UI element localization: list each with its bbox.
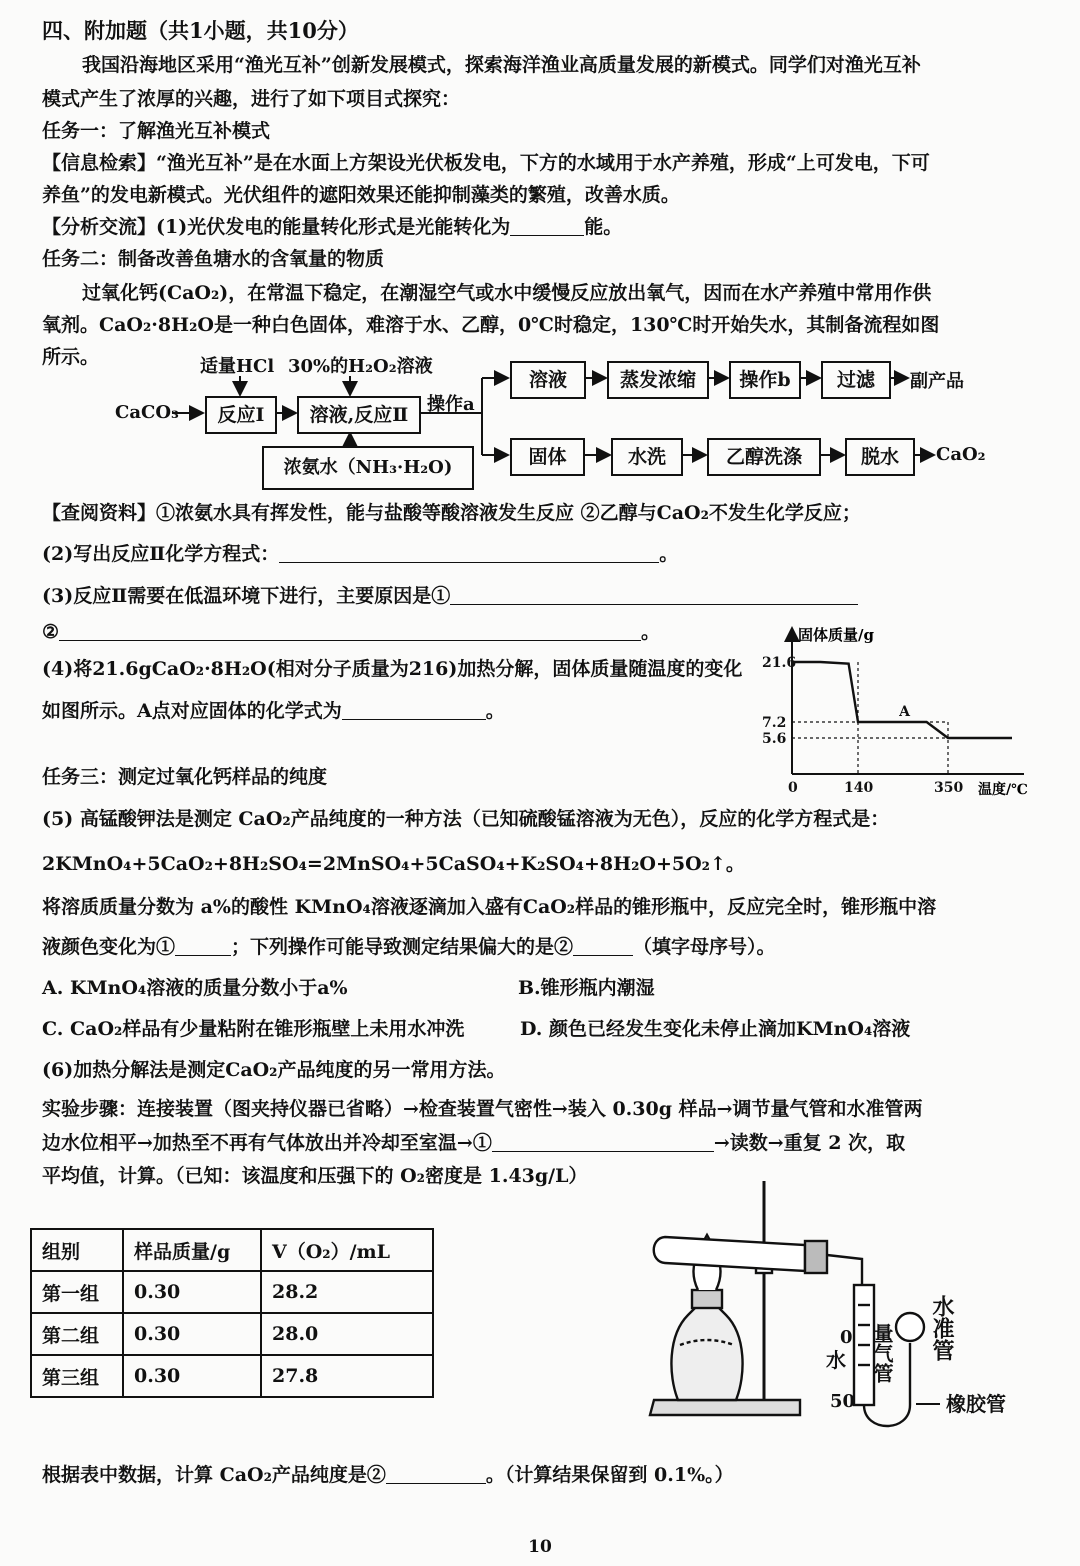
reaction-1-box: 反应Ⅰ bbox=[205, 396, 277, 434]
question-4-line-2 bbox=[42, 698, 505, 724]
label-rubber-tube: 橡胶管 bbox=[946, 1392, 1006, 1416]
flow-bottom-dehydrate: 脱水 bbox=[845, 438, 915, 476]
question-6: (6)加热分解法是测定CaO₂产品纯度的另一常用方法。 bbox=[42, 1059, 506, 1081]
final-suffix: 。（计算结果保留到 0.1%。） bbox=[485, 1464, 734, 1486]
final-text: 根据表中数据，计算 CaO₂产品纯度是② bbox=[42, 1464, 386, 1486]
y-tick-label: 21.6 bbox=[762, 655, 797, 671]
x-tick-label: 0 bbox=[788, 780, 798, 796]
q1-text: 【分析交流】(1)光伏发电的能量转化形式是光能转化为 bbox=[42, 216, 511, 238]
table-row bbox=[31, 1271, 433, 1313]
y-tick-label: 5.6 bbox=[762, 731, 787, 747]
question-3-line-2 bbox=[42, 619, 660, 645]
question-1 bbox=[42, 214, 622, 240]
q1-answer-blank[interactable] bbox=[510, 215, 584, 236]
table-cell: 0.30 bbox=[123, 1271, 261, 1313]
lamp-neck bbox=[692, 1290, 722, 1308]
label-fifty: 50 bbox=[830, 1391, 856, 1412]
q5-answer-blank-1[interactable] bbox=[175, 935, 231, 956]
table-header-row bbox=[31, 1229, 433, 1271]
table-cell: 0.30 bbox=[123, 1313, 261, 1355]
x-tick-label: 140 bbox=[844, 780, 874, 796]
x-tick-label: 350 bbox=[934, 780, 964, 796]
table-cell: 28.0 bbox=[261, 1313, 433, 1355]
experiment-line-1: 实验步骤：连接装置（图夹持仪器已省略）→检查装置气密性→装入 0.30g 样品→调节量气管和水准管两 bbox=[42, 1098, 923, 1120]
table-header: V（O₂）/mL bbox=[261, 1229, 433, 1271]
hcl-label: 适量HCl bbox=[200, 356, 275, 377]
intro-line-1: 我国沿海地区采用“渔光互补”创新发展模式，探索海洋渔业高质量发展的新模式。同学们对渔光互补 bbox=[82, 54, 921, 76]
graph-y-label: 固体质量/g bbox=[798, 626, 874, 644]
q3-suffix: 。 bbox=[641, 621, 661, 643]
graph-x-label: 温度/℃ bbox=[978, 782, 1028, 798]
option-c: C. CaO₂样品有少量粘附在锥形瓶壁上未用水冲洗 bbox=[42, 1018, 465, 1040]
intro-line-2: 模式产生了浓厚的兴趣，进行了如下项目式探究： bbox=[42, 88, 461, 110]
final-question bbox=[42, 1462, 734, 1488]
label-zero: 0 bbox=[840, 1327, 853, 1348]
page-number: 10 bbox=[528, 1537, 552, 1557]
table-cell: 第二组 bbox=[31, 1313, 123, 1355]
flow-top-evaporate: 蒸发浓缩 bbox=[607, 361, 709, 399]
y-tick-label: 7.2 bbox=[762, 715, 787, 731]
section-heading: 四、附加题（共1小题，共10分） bbox=[42, 18, 359, 43]
flow-bottom-solid: 固体 bbox=[510, 438, 585, 476]
task2-title: 任务二：制备改善鱼塘水的含氧量的物质 bbox=[42, 248, 385, 270]
task2-para-1: 过氧化钙(CaO₂)，在常温下稳定，在潮湿空气或水中缓慢反应放出氧气，因而在水产养殖中常用作供 bbox=[82, 282, 932, 304]
option-d: D. 颜色已经发生变化未停止滴加KMnO₄溶液 bbox=[520, 1018, 911, 1040]
task2-para-2: 氧剂。CaO₂·8H₂O是一种白色固体，难溶于水、乙醇，0℃时稳定，130℃时开始失水，其制备流程如图 bbox=[42, 314, 940, 336]
operation-a-label: 操作a bbox=[427, 394, 475, 415]
delivery-tube bbox=[827, 1255, 862, 1285]
flow-bottom-water-wash: 水洗 bbox=[611, 438, 683, 476]
q3-text: (3)反应Ⅱ需要在低温环境下进行，主要原因是① bbox=[42, 585, 451, 607]
table-header: 样品质量/g bbox=[123, 1229, 261, 1271]
apparatus-drawing bbox=[640, 1175, 1040, 1445]
table-row bbox=[31, 1355, 433, 1397]
info-line-1: 【信息检索】“渔光互补”是在水面上方架设光伏板发电，下方的水域用于水产养殖，形成“上可发电，下可 bbox=[42, 152, 930, 174]
q6-answer-blank[interactable] bbox=[492, 1131, 714, 1152]
caco3-label: CaCO₃ bbox=[115, 402, 179, 423]
exp-text-a: 边水位相平→加热至不再有气体放出并冷却至室温→① bbox=[42, 1132, 492, 1154]
alcohol-lamp bbox=[671, 1305, 742, 1400]
option-b: B.锥形瓶内潮湿 bbox=[518, 977, 655, 999]
q2-answer-blank[interactable] bbox=[279, 542, 659, 563]
q3-item-2-mark: ② bbox=[42, 621, 60, 643]
q2-text: (2)写出反应Ⅱ化学方程式： bbox=[42, 543, 280, 565]
byproduct-label: 副产品 bbox=[910, 371, 964, 392]
flow-top-solution: 溶液 bbox=[510, 361, 586, 399]
experiment-line-3: 平均值，计算。（已知：该温度和压强下的 O₂密度是 1.43g/L） bbox=[42, 1165, 588, 1187]
table-cell: 0.30 bbox=[123, 1355, 261, 1397]
q2-suffix: 。 bbox=[659, 543, 679, 565]
q4-suffix: 。 bbox=[485, 700, 505, 722]
experiment-line-2 bbox=[42, 1130, 905, 1156]
stand-base bbox=[650, 1400, 800, 1415]
flow-top-filter: 过滤 bbox=[821, 361, 891, 399]
question-3 bbox=[42, 583, 858, 609]
table-cell: 第三组 bbox=[31, 1355, 123, 1397]
q5-text-b: ；下列操作可能导致测定结果偏大的是② bbox=[231, 936, 574, 958]
mass-curve bbox=[792, 662, 1012, 738]
reference-info: 【查阅资料】①浓氨水具有挥发性，能与盐酸等酸溶液发生反应 ②乙醇与CaO₂不发生化学反应； bbox=[42, 502, 861, 524]
table-cell: 27.8 bbox=[261, 1355, 433, 1397]
question-5-line-3: 将溶质质量分数为 a%的酸性 KMnO₄溶液逐滴加入盛有CaO₂样品的锥形瓶中，反应完全时，锥形瓶中溶 bbox=[42, 896, 937, 918]
permanganate-equation: 2KMnO₄+5CaO₂+8H₂SO₄=2MnSO₄+5CaSO₄+K₂SO₄+8H₂O+5O₂↑。 bbox=[42, 853, 745, 875]
leveling-bulb bbox=[896, 1313, 924, 1341]
test-tube bbox=[654, 1237, 805, 1271]
option-a: A. KMnO₄溶液的质量分数小于a% bbox=[42, 977, 348, 999]
table-row bbox=[31, 1313, 433, 1355]
table-cell: 28.2 bbox=[261, 1271, 433, 1313]
reaction-2-box: 溶液,反应Ⅱ bbox=[297, 396, 421, 434]
table-cell: 第一组 bbox=[31, 1271, 123, 1313]
task3-title: 任务三：测定过氧化钙样品的纯度 bbox=[42, 766, 328, 788]
label-leveling-tube: 水准管 bbox=[929, 1295, 955, 1361]
final-answer-blank[interactable] bbox=[386, 1463, 486, 1484]
task2-para-3: 所示。 bbox=[42, 346, 100, 368]
question-2 bbox=[42, 541, 678, 567]
q3-answer-blank-2[interactable] bbox=[59, 620, 641, 641]
ammonia-box: 浓氨水（NH₃·H₂O) bbox=[262, 446, 474, 490]
question-5-line-4 bbox=[42, 934, 776, 960]
label-water: 水 bbox=[826, 1348, 846, 1372]
task1-title: 任务一：了解渔光互补模式 bbox=[42, 120, 271, 142]
q1-suffix: 能。 bbox=[584, 216, 623, 238]
cao2-product-label: CaO₂ bbox=[936, 444, 986, 465]
q4-answer-blank[interactable] bbox=[342, 699, 486, 720]
q3-answer-blank-1[interactable] bbox=[450, 584, 858, 605]
mass-temperature-graph bbox=[762, 622, 1032, 802]
exp-text-b: →读数→重复 2 次，取 bbox=[713, 1132, 906, 1154]
point-a-label: A bbox=[899, 704, 911, 720]
info-line-2: 养鱼”的发电新模式。光伏组件的遮阳效果还能抑制藻类的繁殖，改善水质。 bbox=[42, 184, 680, 206]
table-header: 组别 bbox=[31, 1229, 123, 1271]
q5-text-a: 液颜色变化为① bbox=[42, 936, 176, 958]
stopper bbox=[805, 1241, 827, 1273]
question-4-line-1: (4)将21.6gCaO₂·8H₂O(相对分子质量为216)加热分解，固体质量随温度的变化 bbox=[42, 658, 743, 680]
q5-answer-blank-2[interactable] bbox=[573, 935, 633, 956]
flow-bottom-ethanol-wash: 乙醇洗涤 bbox=[707, 438, 821, 476]
question-5-line-1: (5) 高锰酸钾法是测定 CaO₂产品纯度的一种方法（已知硫酸锰溶液为无色），反应的化学方程式是： bbox=[42, 808, 890, 830]
label-burette: 量气管 bbox=[870, 1323, 894, 1383]
flow-top-operation-b: 操作b bbox=[729, 361, 801, 399]
h2o2-label: 30%的H₂O₂溶液 bbox=[288, 356, 433, 377]
oxygen-volume-table bbox=[30, 1228, 434, 1398]
q4-text: 如图所示。A点对应固体的化学式为 bbox=[42, 700, 342, 722]
q5-text-c: （填字母序号）。 bbox=[633, 936, 776, 958]
